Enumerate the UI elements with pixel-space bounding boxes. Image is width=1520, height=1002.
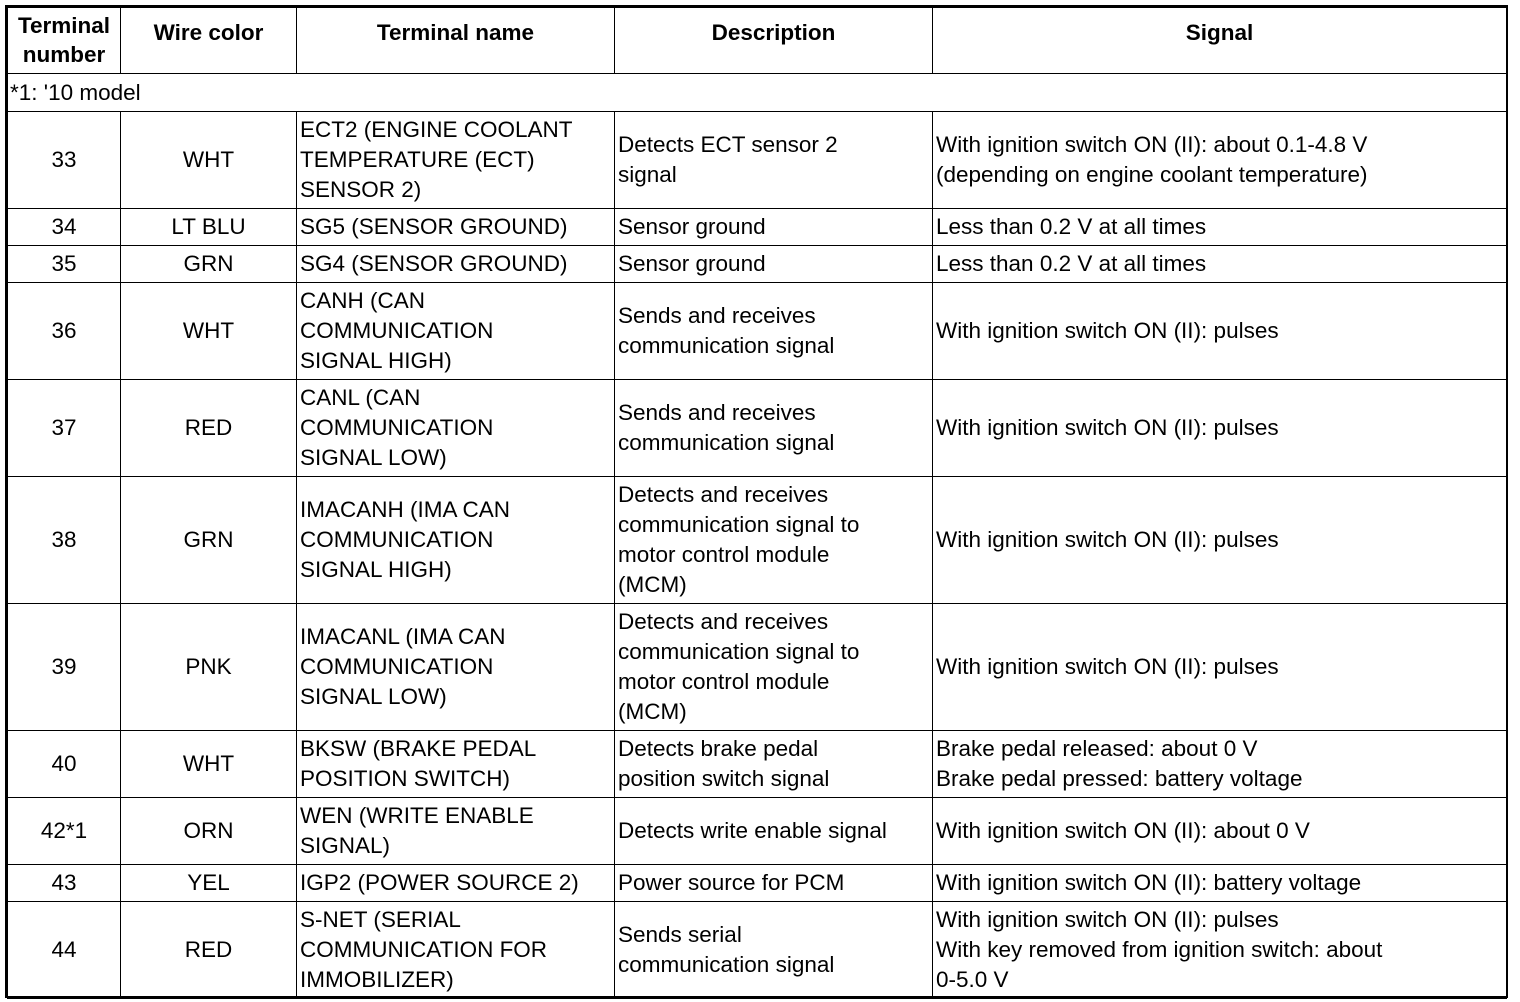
table-row bbox=[8, 380, 1507, 477]
description-cell: Detects ECT sensor 2 signal bbox=[615, 112, 933, 209]
terminal-number-cell: 36 bbox=[8, 283, 121, 380]
description-cell: Detects write enable signal bbox=[615, 798, 933, 865]
wire-color-cell: LT BLU bbox=[121, 209, 297, 246]
header-description: Description bbox=[615, 8, 933, 74]
wire-color-cell: GRN bbox=[121, 246, 297, 283]
table-row bbox=[8, 604, 1507, 731]
terminal-name-cell: SG4 (SENSOR GROUND) bbox=[297, 246, 615, 283]
terminal-number-cell: 39 bbox=[8, 604, 121, 731]
wire-color-cell: RED bbox=[121, 380, 297, 477]
wire-color-cell: PNK bbox=[121, 604, 297, 731]
description-cell: Sensor ground bbox=[615, 209, 933, 246]
signal-cell: With ignition switch ON (II): pulses bbox=[933, 380, 1507, 477]
terminal-name-cell: IGP2 (POWER SOURCE 2) bbox=[297, 865, 615, 902]
header-terminal-name: Terminal name bbox=[297, 8, 615, 74]
wire-color-cell: WHT bbox=[121, 731, 297, 798]
description-cell: Power source for PCM bbox=[615, 865, 933, 902]
terminal-number-cell: 42*1 bbox=[8, 798, 121, 865]
terminal-name-cell: IMACANL (IMA CAN COMMUNICATION SIGNAL LOW) bbox=[297, 604, 615, 731]
terminal-name-cell: ECT2 (ENGINE COOLANT TEMPERATURE (ECT) SENSOR 2) bbox=[297, 112, 615, 209]
description-cell: Sends and receives communication signal bbox=[615, 283, 933, 380]
terminal-number-cell: 38 bbox=[8, 477, 121, 604]
table-row bbox=[8, 477, 1507, 604]
wire-color-cell: YEL bbox=[121, 865, 297, 902]
terminal-name-cell: CANL (CAN COMMUNICATION SIGNAL LOW) bbox=[297, 380, 615, 477]
header-wire-color: Wire color bbox=[121, 8, 297, 74]
terminal-number-cell: 35 bbox=[8, 246, 121, 283]
terminal-table bbox=[7, 7, 1507, 999]
wire-color-cell: RED bbox=[121, 902, 297, 999]
signal-cell: With ignition switch ON (II): battery voltage bbox=[933, 865, 1507, 902]
wire-color-cell: WHT bbox=[121, 283, 297, 380]
terminal-number-cell: 34 bbox=[8, 209, 121, 246]
table-row bbox=[8, 283, 1507, 380]
terminal-number-cell: 43 bbox=[8, 865, 121, 902]
description-cell: Sensor ground bbox=[615, 246, 933, 283]
description-cell: Sends and receives communication signal bbox=[615, 380, 933, 477]
table-row bbox=[8, 731, 1507, 798]
terminal-number-cell: 37 bbox=[8, 380, 121, 477]
terminal-name-cell: S-NET (SERIAL COMMUNICATION FOR IMMOBILIZER) bbox=[297, 902, 615, 999]
terminal-name-cell: CANH (CAN COMMUNICATION SIGNAL HIGH) bbox=[297, 283, 615, 380]
signal-cell: With ignition switch ON (II): about 0 V bbox=[933, 798, 1507, 865]
description-cell: Detects brake pedal position switch signal bbox=[615, 731, 933, 798]
signal-cell: Less than 0.2 V at all times bbox=[933, 246, 1507, 283]
signal-cell: With ignition switch ON (II): pulses bbox=[933, 604, 1507, 731]
wire-color-cell: GRN bbox=[121, 477, 297, 604]
terminal-number-cell: 44 bbox=[8, 902, 121, 999]
header-terminal-number: Terminal number bbox=[8, 8, 121, 74]
terminal-table-container bbox=[5, 5, 1508, 998]
terminal-number-cell: 33 bbox=[8, 112, 121, 209]
table-row bbox=[8, 209, 1507, 246]
table-header-row bbox=[8, 8, 1507, 74]
table-row bbox=[8, 865, 1507, 902]
signal-cell: Less than 0.2 V at all times bbox=[933, 209, 1507, 246]
description-cell: Sends serial communication signal bbox=[615, 902, 933, 999]
signal-cell: Brake pedal released: about 0 V Brake pedal pressed: battery voltage bbox=[933, 731, 1507, 798]
terminal-number-cell: 40 bbox=[8, 731, 121, 798]
wire-color-cell: WHT bbox=[121, 112, 297, 209]
table-row bbox=[8, 902, 1507, 999]
terminal-name-cell: WEN (WRITE ENABLE SIGNAL) bbox=[297, 798, 615, 865]
footnote-text: *1: '10 model bbox=[8, 74, 1507, 112]
table-row bbox=[8, 112, 1507, 209]
signal-cell: With ignition switch ON (II): pulses bbox=[933, 283, 1507, 380]
header-signal: Signal bbox=[933, 8, 1507, 74]
terminal-name-cell: BKSW (BRAKE PEDAL POSITION SWITCH) bbox=[297, 731, 615, 798]
signal-cell: With ignition switch ON (II): about 0.1-4.8 V (depending on engine coolant temperature) bbox=[933, 112, 1507, 209]
description-cell: Detects and receives communication signal to motor control module (MCM) bbox=[615, 477, 933, 604]
footnote-row bbox=[8, 74, 1507, 112]
table-row bbox=[8, 798, 1507, 865]
terminal-name-cell: SG5 (SENSOR GROUND) bbox=[297, 209, 615, 246]
description-cell: Detects and receives communication signal to motor control module (MCM) bbox=[615, 604, 933, 731]
terminal-name-cell: IMACANH (IMA CAN COMMUNICATION SIGNAL HIGH) bbox=[297, 477, 615, 604]
wire-color-cell: ORN bbox=[121, 798, 297, 865]
signal-cell: With ignition switch ON (II): pulses bbox=[933, 477, 1507, 604]
table-row bbox=[8, 246, 1507, 283]
signal-cell: With ignition switch ON (II): pulses With key removed from ignition switch: about 0-5.0 V bbox=[933, 902, 1507, 999]
